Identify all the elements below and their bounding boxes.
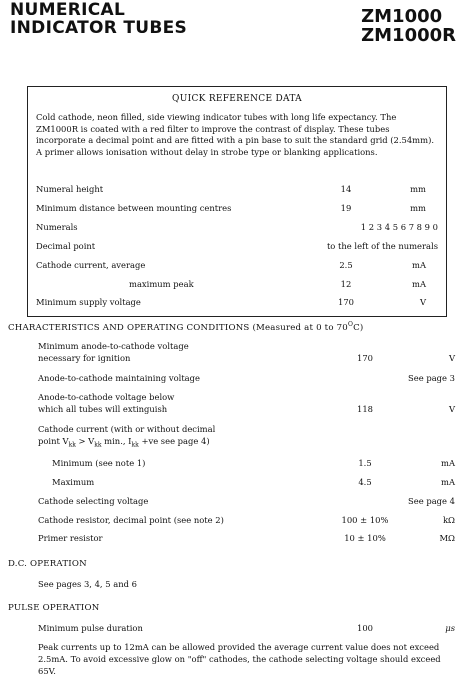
characteristics-heading: CHARACTERISTICS AND OPERATING CONDITIONS (Measured at 0 to $70^OC$) [8, 321, 364, 333]
extinguish-label-line2: which all tubes will extinguish [38, 404, 168, 414]
ignition-label-line1: Minimum anode-to-cathode voltage [38, 341, 189, 351]
cathode-resistor-label: Cathode resistor, decimal point (see note 2) [38, 515, 224, 525]
dc-operation-heading: D.C. OPERATION [8, 559, 87, 569]
model-numbers [361, 7, 456, 45]
ignition-label-line2: necessary for ignition [38, 353, 131, 363]
max-current-label: Maximum [52, 477, 95, 487]
pulse-operation-heading: PULSE OPERATION [8, 603, 100, 613]
pulse-operation-paragraph: Peak currents up to 12mA can be allowed provided the average current value does not exceed 2.5mA. To avoid excessive glow on "off" cathodes, the cathode selecting voltage should exceed 65V. [38, 642, 441, 676]
quick-reference-title: QUICK REFERENCE DATA [172, 94, 302, 104]
quick-reference-description: Cold cathode, neon filled, side viewing indicator tubes with long life expectancy. The ZM1000R is coated with a red filter to improve the contrast of display. These tubes incorporate a decimal point and are fitted with a pin base to suit the standard grid (2.54mm). A primer allows ionisation without delay in strobe type or blanking applications. [36, 112, 434, 157]
ignition-unit: V [448, 353, 455, 363]
document-title [10, 1, 187, 37]
cathode-current-label-line1: Cathode current (with or without decimal [38, 424, 216, 434]
min-current-value: 1.5 [358, 458, 372, 468]
selecting-voltage-value: See page 4 [408, 496, 455, 506]
primer-resistor-unit: MΩ [439, 533, 455, 543]
primer-resistor-label: Primer resistor [38, 533, 103, 543]
title-line-1: NUMERICAL [10, 0, 126, 20]
min-current-label: Minimum (see note 1) [52, 458, 146, 468]
pulse-duration-value: 100 [357, 623, 373, 633]
max-current-value: 4.5 [358, 477, 372, 487]
primer-resistor-value: 10 ± 10% [344, 533, 386, 543]
maintaining-label: Anode-to-cathode maintaining voltage [38, 373, 200, 383]
selecting-voltage-label: Cathode selecting voltage [38, 496, 149, 506]
extinguish-value: 118 [357, 404, 373, 414]
extinguish-label-line1: Anode-to-cathode voltage below [38, 392, 175, 402]
cathode-current-label-line2: point $V_{kk} > V_{kk}$ min., $I_{kk} +ve$ see page 4) [38, 436, 210, 449]
extinguish-unit: V [448, 404, 455, 414]
cathode-resistor-value: 100 ± 10% [341, 515, 389, 525]
title-line-2: INDICATOR TUBES [10, 18, 188, 38]
dc-operation-text: See pages 3, 4, 5 and 6 [38, 579, 137, 589]
cathode-resistor-unit: kΩ [442, 515, 455, 525]
model-line-2: ZM1000R [361, 25, 456, 46]
pulse-duration-label: Minimum pulse duration [38, 623, 143, 633]
min-current-unit: mA [441, 458, 455, 468]
model-line-1: ZM1000 [361, 6, 443, 27]
quick-reference-box: QUICK REFERENCE DATA Cold cathode, neon filled, side viewing indicator tubes with long life expectancy. The ZM1000R is coated with a red filter to improve the contrast of display. These tubes incorporate a decimal point and are fitted with a pin base to suit the standard grid (2.54mm). A primer allows ionisation without delay in strobe type or blanking applications. Numeral height 14 mm Minimum distance between mounting centres 19 mm Numerals 1 2 3 4 5 6 7 8 9 0 Decimal point to the left of the numerals Cathode current, average 2.5 mA maximum peak 12 mA Minimum supply voltage 170 V [27, 86, 447, 317]
maintaining-value: See page 3 [408, 373, 455, 383]
ignition-value: 170 [357, 353, 373, 363]
max-current-unit: mA [441, 477, 455, 487]
pulse-duration-unit: μs [445, 623, 455, 633]
